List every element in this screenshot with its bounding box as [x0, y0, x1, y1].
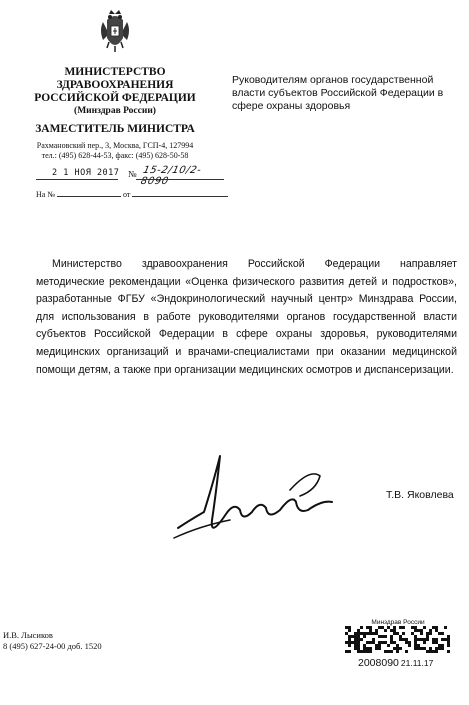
handwritten-number: 15-2/10/2-8090: [139, 165, 203, 187]
executor-info: [3, 630, 102, 652]
ministry-address: [22, 141, 208, 161]
number-sign: №: [128, 169, 137, 179]
executor-name: И.В. Лысиков: [3, 630, 53, 640]
ministry-line-1: МИНИСТЕРСТВО: [64, 66, 166, 78]
incoming-reference: [36, 189, 236, 199]
address-line: Рахмановский пер., 3, Москва, ГСП-4, 127994: [36, 141, 194, 150]
executor-phone: 8 (495) 627-24-00 доб. 1520: [3, 641, 102, 651]
on-no-label: На №: [36, 190, 55, 199]
barcode-icon: [345, 626, 450, 653]
number-underline: [136, 179, 224, 180]
position-title: ЗАМЕСТИТЕЛЬ МИНИСТРА: [35, 123, 195, 135]
on-no-blank: [57, 189, 121, 197]
from-blank: [132, 189, 228, 197]
ministry-line-2: ЗДРАВООХРАНЕНИЯ: [56, 79, 174, 91]
outgoing-reference: [36, 165, 224, 187]
registration-number-value: 2008090: [358, 657, 399, 669]
registration-number: [358, 657, 433, 669]
registration-date: 21.11.17: [400, 658, 434, 668]
from-label: от: [122, 190, 131, 199]
letter-body: Министерство здравоохранения Российской Федерации направляет методические рекомендации «Оценка физического развития детей и подростков», разработанные ФГБУ «Эндокринологический научный центр» Минздрава России, для использования в работе руководителями органов государственной власти субъектов Российской Федерации в сфере охраны здоровья, руководителями медицинских организаций и врачами-специалистами при оказании медицинской помощи детям, а также при организации медицинских осмотров и диспансеризации.: [36, 258, 457, 376]
handwritten-signature: [170, 450, 350, 550]
signer-name: Т.В. Яковлева: [386, 489, 454, 501]
date-stamp: 2 1 НОЯ 2017: [52, 168, 120, 178]
phone-line: тел.: (495) 628-44-53, факс: (495) 628-50-58: [41, 151, 189, 160]
addressee: Руководителям органов государственной власти субъектов Российской Федерации в сфере охраны здоровья: [232, 74, 444, 112]
ministry-short-name: (Минздрав России): [74, 106, 156, 116]
barcode-label: Минздрав России: [371, 619, 425, 626]
ministry-name: [22, 66, 208, 118]
ministry-line-3: РОССИЙСКОЙ ФЕДЕРАЦИИ: [34, 92, 196, 104]
coat-of-arms-icon: [97, 8, 133, 56]
date-underline: [36, 179, 118, 180]
